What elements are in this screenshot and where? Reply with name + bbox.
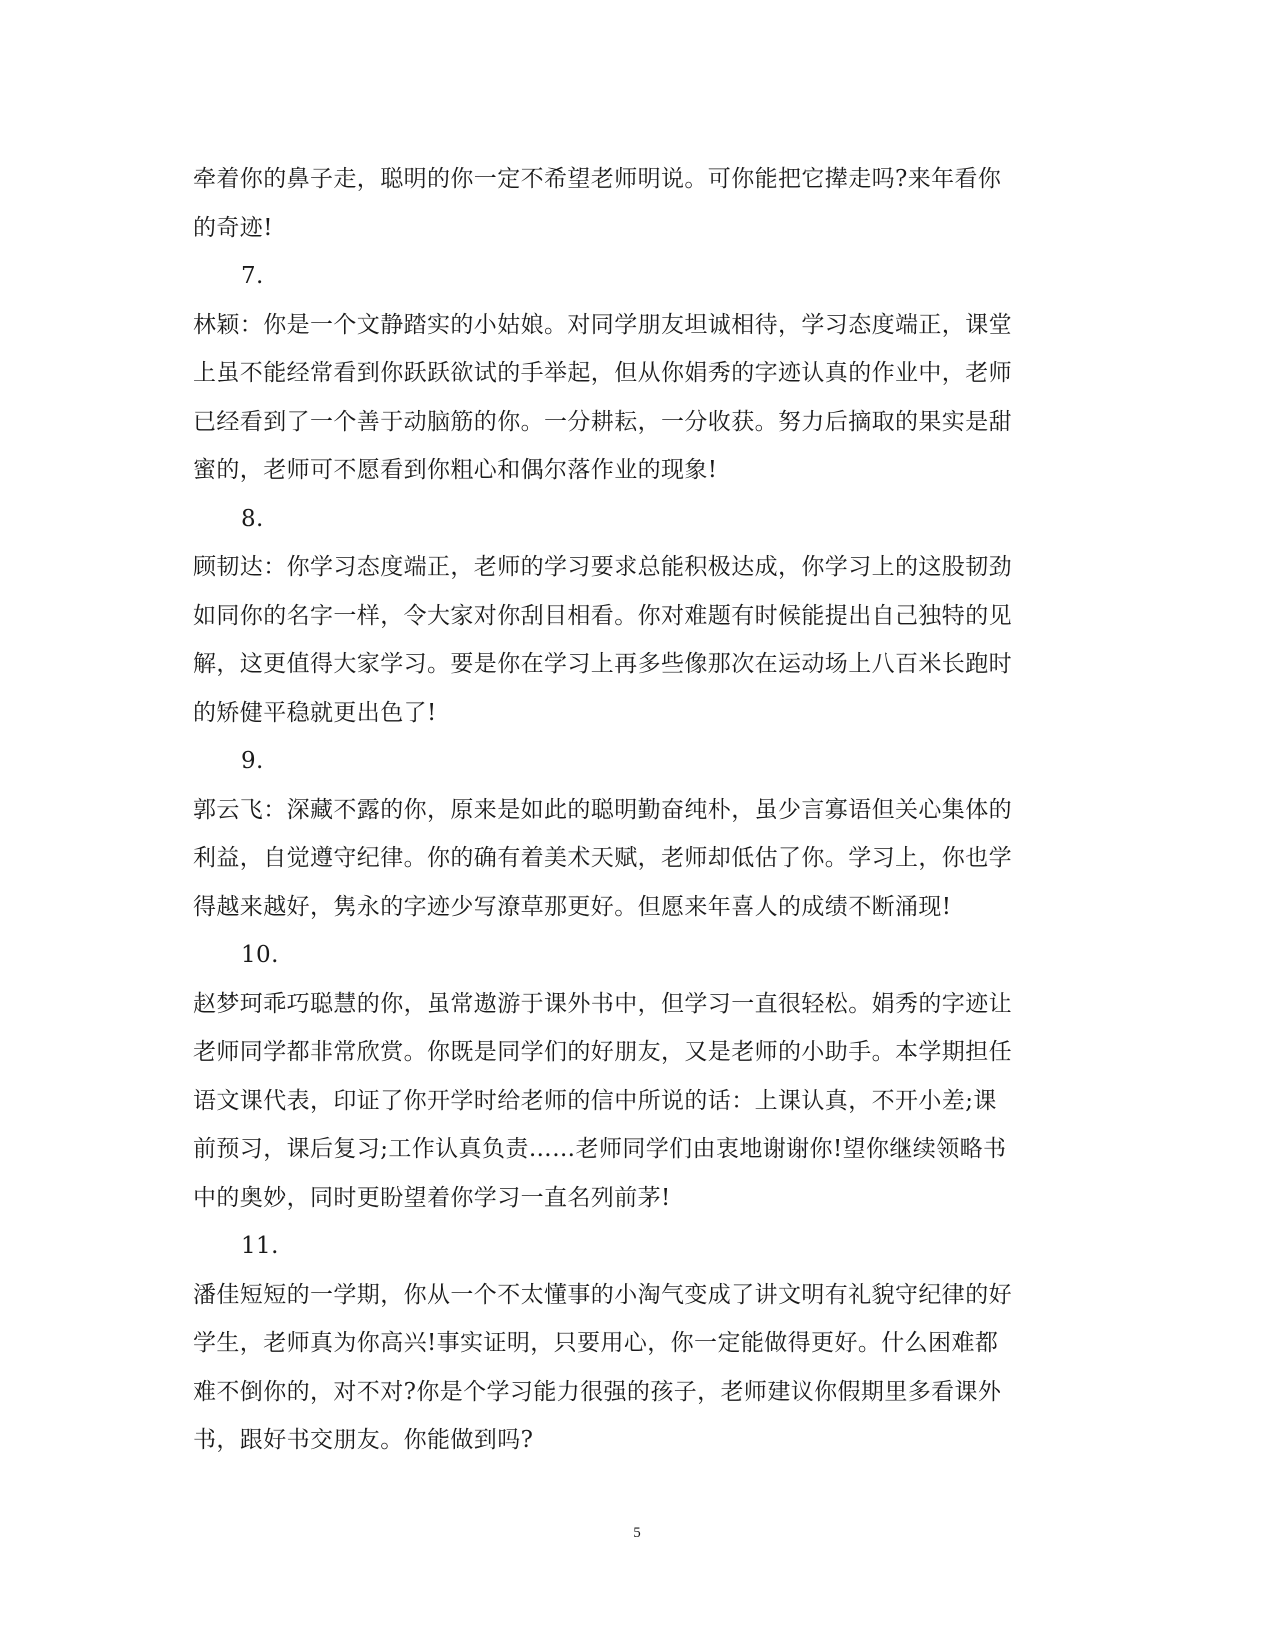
text-line: 上虽不能经常看到你跃跃欲试的手举起，但从你娟秀的字迹认真的作业中，老师: [193, 360, 1012, 386]
text-line: 如同你的名字一样，令大家对你刮目相看。你对难题有时候能提出自己独特的见: [193, 602, 1012, 629]
item-number: 9.: [241, 748, 264, 774]
text-line: 中的奥妙，同时更盼望着你学习一直名列前茅!: [193, 1184, 671, 1211]
page-number: 5: [633, 1525, 641, 1541]
text-line: 顾韧达：你学习态度端正，老师的学习要求总能积极达成，你学习上的这股韧劲: [193, 554, 1012, 580]
text-line: 潘佳短短的一学期，你从一个不太懂事的小淘气变成了讲文明有礼貌守纪律的好: [193, 1281, 1012, 1308]
text-line: 得越来越好，隽永的字迹少写潦草那更好。但愿来年喜人的成绩不断涌现!: [193, 893, 952, 920]
text-line: 的矫健平稳就更出色了!: [193, 699, 437, 726]
text-line: 蜜的，老师可不愿看到你粗心和偶尔落作业的现象!: [193, 457, 718, 483]
text-line: 的奇迹!: [193, 214, 273, 241]
item-number: 11.: [241, 1233, 279, 1259]
item-number: 7.: [241, 263, 264, 289]
text-line: 利益，自觉遵守纪律。你的确有着美术天赋，老师却低估了你。学习上，你也学: [193, 845, 1012, 871]
page-body: [193, 155, 1073, 1465]
item-number: 10.: [241, 942, 279, 968]
text-line: 林颖：你是一个文静踏实的小姑娘。对同学朋友坦诚相待，学习态度端正，课堂: [193, 311, 1012, 338]
item-number: 8.: [241, 505, 264, 532]
text-line: 郭云飞：深藏不露的你，原来是如此的聪明勤奋纯朴，虽少言寡语但关心集体的: [193, 796, 1012, 823]
text-line: 难不倒你的，对不对?你是个学习能力很强的孩子，老师建议你假期里多看课外: [193, 1378, 1002, 1405]
text-line: 赵梦珂乖巧聪慧的你，虽常遨游于课外书中，但学习一直很轻松。娟秀的字迹让: [193, 990, 1012, 1017]
text-line: 学生，老师真为你高兴!事实证明，只要用心，你一定能做得更好。什么困难都: [193, 1330, 999, 1356]
text-line: 书，跟好书交朋友。你能做到吗?: [193, 1427, 534, 1453]
text-line: 牵着你的鼻子走，聪明的你一定不希望老师明说。可你能把它撵走吗?来年看你: [193, 166, 1002, 192]
text-line: 前预习，课后复习;工作认真负责……老师同学们由衷地谢谢你!望你继续领略书: [193, 1136, 1007, 1162]
text-line: 语文课代表，印证了你开学时给老师的信中所说的话：上课认真，不开小差;课: [193, 1087, 997, 1114]
text-line: 已经看到了一个善于动脑筋的你。一分耕耘，一分收获。努力后摘取的果实是甜: [193, 408, 1012, 435]
text-line: 解，这更值得大家学习。要是你在学习上再多些像那次在运动场上八百米长跑时: [193, 651, 1012, 677]
text-line: 老师同学都非常欣赏。你既是同学们的好朋友，又是老师的小助手。本学期担任: [193, 1039, 1012, 1065]
